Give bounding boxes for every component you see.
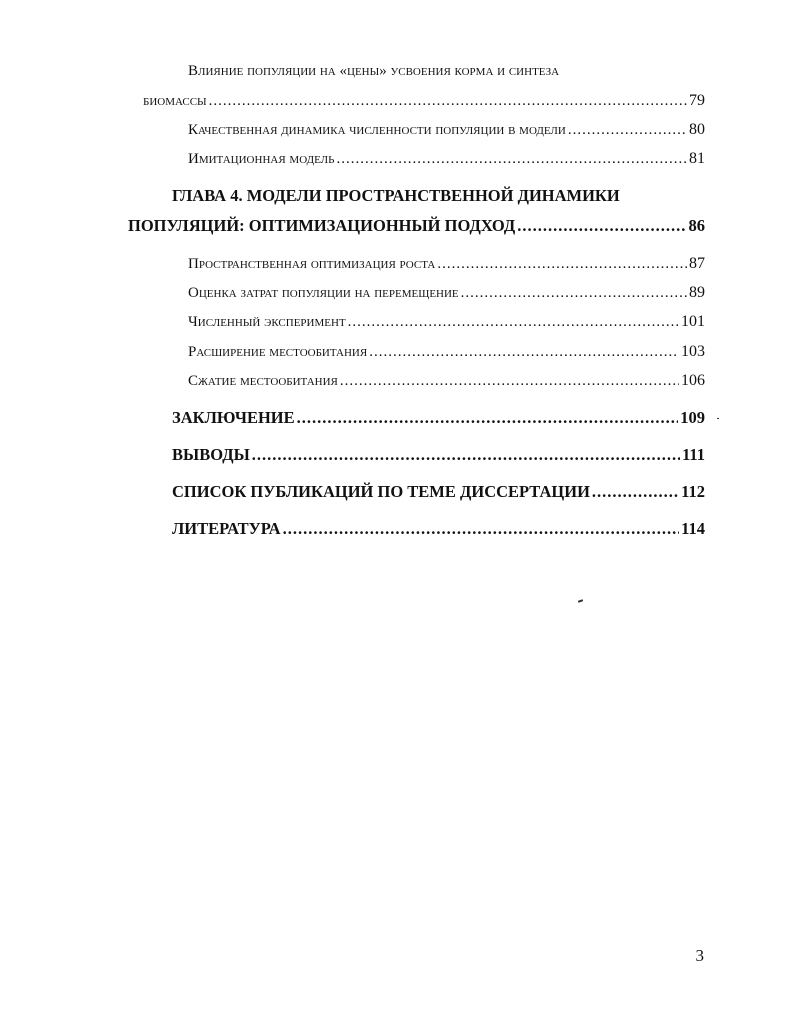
toc-entry-influence-line2 (143, 92, 705, 110)
dot-leader (437, 256, 687, 273)
toc-entry-qualitative (188, 121, 705, 139)
toc-page-number: 80 (689, 121, 705, 138)
toc-entry-title: Влияние популяции на «цены» усвоения корма и синтеза (188, 63, 560, 79)
dot-leader (568, 122, 687, 139)
toc-chapter4-line1 (172, 186, 620, 206)
toc-entry-title: ВЫВОДЫ (172, 445, 250, 464)
scan-speck (578, 599, 583, 603)
dot-leader (283, 519, 680, 539)
toc-page-number: 101 (681, 313, 705, 330)
toc-entry-title: Расширение местообитания (188, 344, 368, 360)
toc-entry-title: Пространственная оптимизация роста (188, 256, 436, 272)
toc-page-number: 87 (689, 255, 705, 272)
toc-entry-title: Качественная динамика численности популяции в модели (188, 122, 566, 138)
dot-leader (209, 93, 687, 110)
toc-entry-influence-line1 (188, 63, 559, 80)
toc-entry-compression (188, 372, 705, 390)
dot-leader (461, 285, 687, 302)
toc-entry-imitation (188, 150, 705, 168)
toc-chapter4-line2 (128, 216, 705, 236)
dot-leader (369, 344, 679, 361)
toc-entry-title: СПИСОК ПУБЛИКАЦИЙ ПО ТЕМЕ ДИССЕРТАЦИИ (172, 482, 590, 501)
toc-entry-title: Сжатие местообитания (188, 373, 338, 389)
toc-entry-spatial-opt (188, 255, 705, 273)
toc-entry-title: ЛИТЕРАТУРА (172, 519, 281, 538)
dot-leader (340, 373, 679, 390)
dot-leader (297, 408, 679, 428)
toc-page-number: 112 (681, 482, 705, 501)
toc-entry-expansion (188, 343, 705, 361)
dot-leader (517, 216, 686, 236)
toc-page-number: 109 (680, 408, 705, 427)
toc-page-number: 114 (681, 519, 705, 538)
chapter-title: ПОПУЛЯЦИЙ: ОПТИМИЗАЦИОННЫЙ ПОДХОД (128, 216, 516, 235)
toc-entry-conclusion (172, 408, 705, 428)
toc-page-number: 79 (689, 92, 705, 109)
dot-leader (592, 482, 679, 502)
toc-entry-findings (172, 445, 705, 465)
dot-leader (252, 445, 680, 465)
dot-leader (348, 314, 679, 331)
scan-speck (717, 418, 719, 419)
toc-entry-title: биомассы (143, 93, 207, 109)
chapter-title: ГЛАВА 4. МОДЕЛИ ПРОСТРАНСТВЕННОЙ ДИНАМИКИ (172, 186, 620, 205)
toc-entry-publications (172, 482, 705, 502)
dot-leader (336, 151, 687, 168)
toc-entry-title: Численный эксперимент (188, 314, 346, 330)
toc-entry-title: Оценка затрат популяции на перемещение (188, 285, 459, 301)
toc-entry-numeric (188, 313, 705, 331)
toc-page-number: 106 (681, 372, 705, 389)
toc-entry-title: Имитационная модель (188, 151, 335, 167)
toc-entry-costs (188, 284, 705, 302)
toc-page-number: 89 (689, 284, 705, 301)
toc-page-number: 103 (681, 343, 705, 360)
toc-entry-literature (172, 519, 705, 539)
page-number: 3 (695, 946, 704, 965)
toc-entry-title: ЗАКЛЮЧЕНИЕ (172, 408, 295, 427)
toc-page-number: 111 (682, 445, 705, 464)
toc-page-number: 86 (688, 216, 705, 235)
toc-page-number: 81 (689, 150, 705, 167)
